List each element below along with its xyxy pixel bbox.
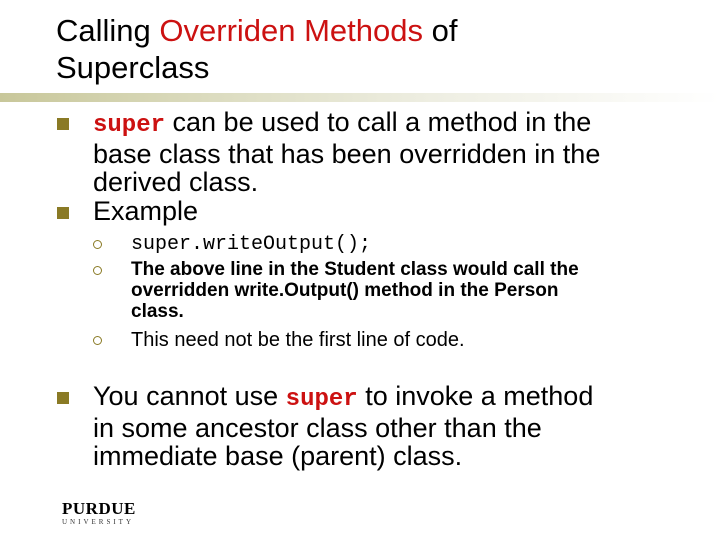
bullet-3-post: to invoke a method xyxy=(357,381,594,411)
bullet-1-line1: can be used to call a method in the xyxy=(165,107,592,137)
bullet-3-pre: You cannot use xyxy=(93,381,286,411)
title-divider xyxy=(0,93,720,102)
sub-bullet-2-line1: The above line in the Student class would call the xyxy=(131,259,579,280)
bullet-3-line3: immediate base (parent) class. xyxy=(93,441,463,471)
sub-bullet-2-line3: class. xyxy=(131,301,184,322)
title-line2: Superclass xyxy=(56,50,210,85)
circle-bullet-icon xyxy=(93,266,102,275)
sub-bullet-1-code: super.writeOutput(); xyxy=(131,233,372,256)
bullet-3-text xyxy=(93,382,713,470)
circle-bullet-icon xyxy=(93,240,102,249)
bullet-3-code: super xyxy=(285,386,358,413)
square-bullet-icon xyxy=(57,207,69,219)
bullet-1-line2: base class that has been overridden in the xyxy=(93,139,601,169)
bullet-1-code: super xyxy=(93,112,166,139)
bullet-1-text xyxy=(93,108,713,196)
bullet-3-line2: in some ancestor class other than the xyxy=(93,413,542,443)
sub-bullet-3-text: This need not be the first line of code. xyxy=(131,329,465,351)
square-bullet-icon xyxy=(57,118,69,130)
purdue-logo xyxy=(62,500,142,530)
circle-bullet-icon xyxy=(93,336,102,345)
bullet-2-text: Example xyxy=(93,196,199,226)
sub-bullet-2-line2: overridden write.Output() method in the Person xyxy=(131,280,559,301)
square-bullet-icon xyxy=(57,392,69,404)
slide-title xyxy=(56,12,457,86)
logo-word: PURDUE xyxy=(62,499,136,518)
sub-bullet-2-text xyxy=(131,259,711,322)
sub-bullet-1-text xyxy=(131,230,711,258)
logo-subtext: UNIVERSITY xyxy=(62,518,134,526)
title-part2: of xyxy=(423,13,458,48)
title-part1: Calling xyxy=(56,13,160,48)
title-highlight: Overriden Methods xyxy=(159,13,424,48)
bullet-1-line3: derived class. xyxy=(93,167,259,197)
